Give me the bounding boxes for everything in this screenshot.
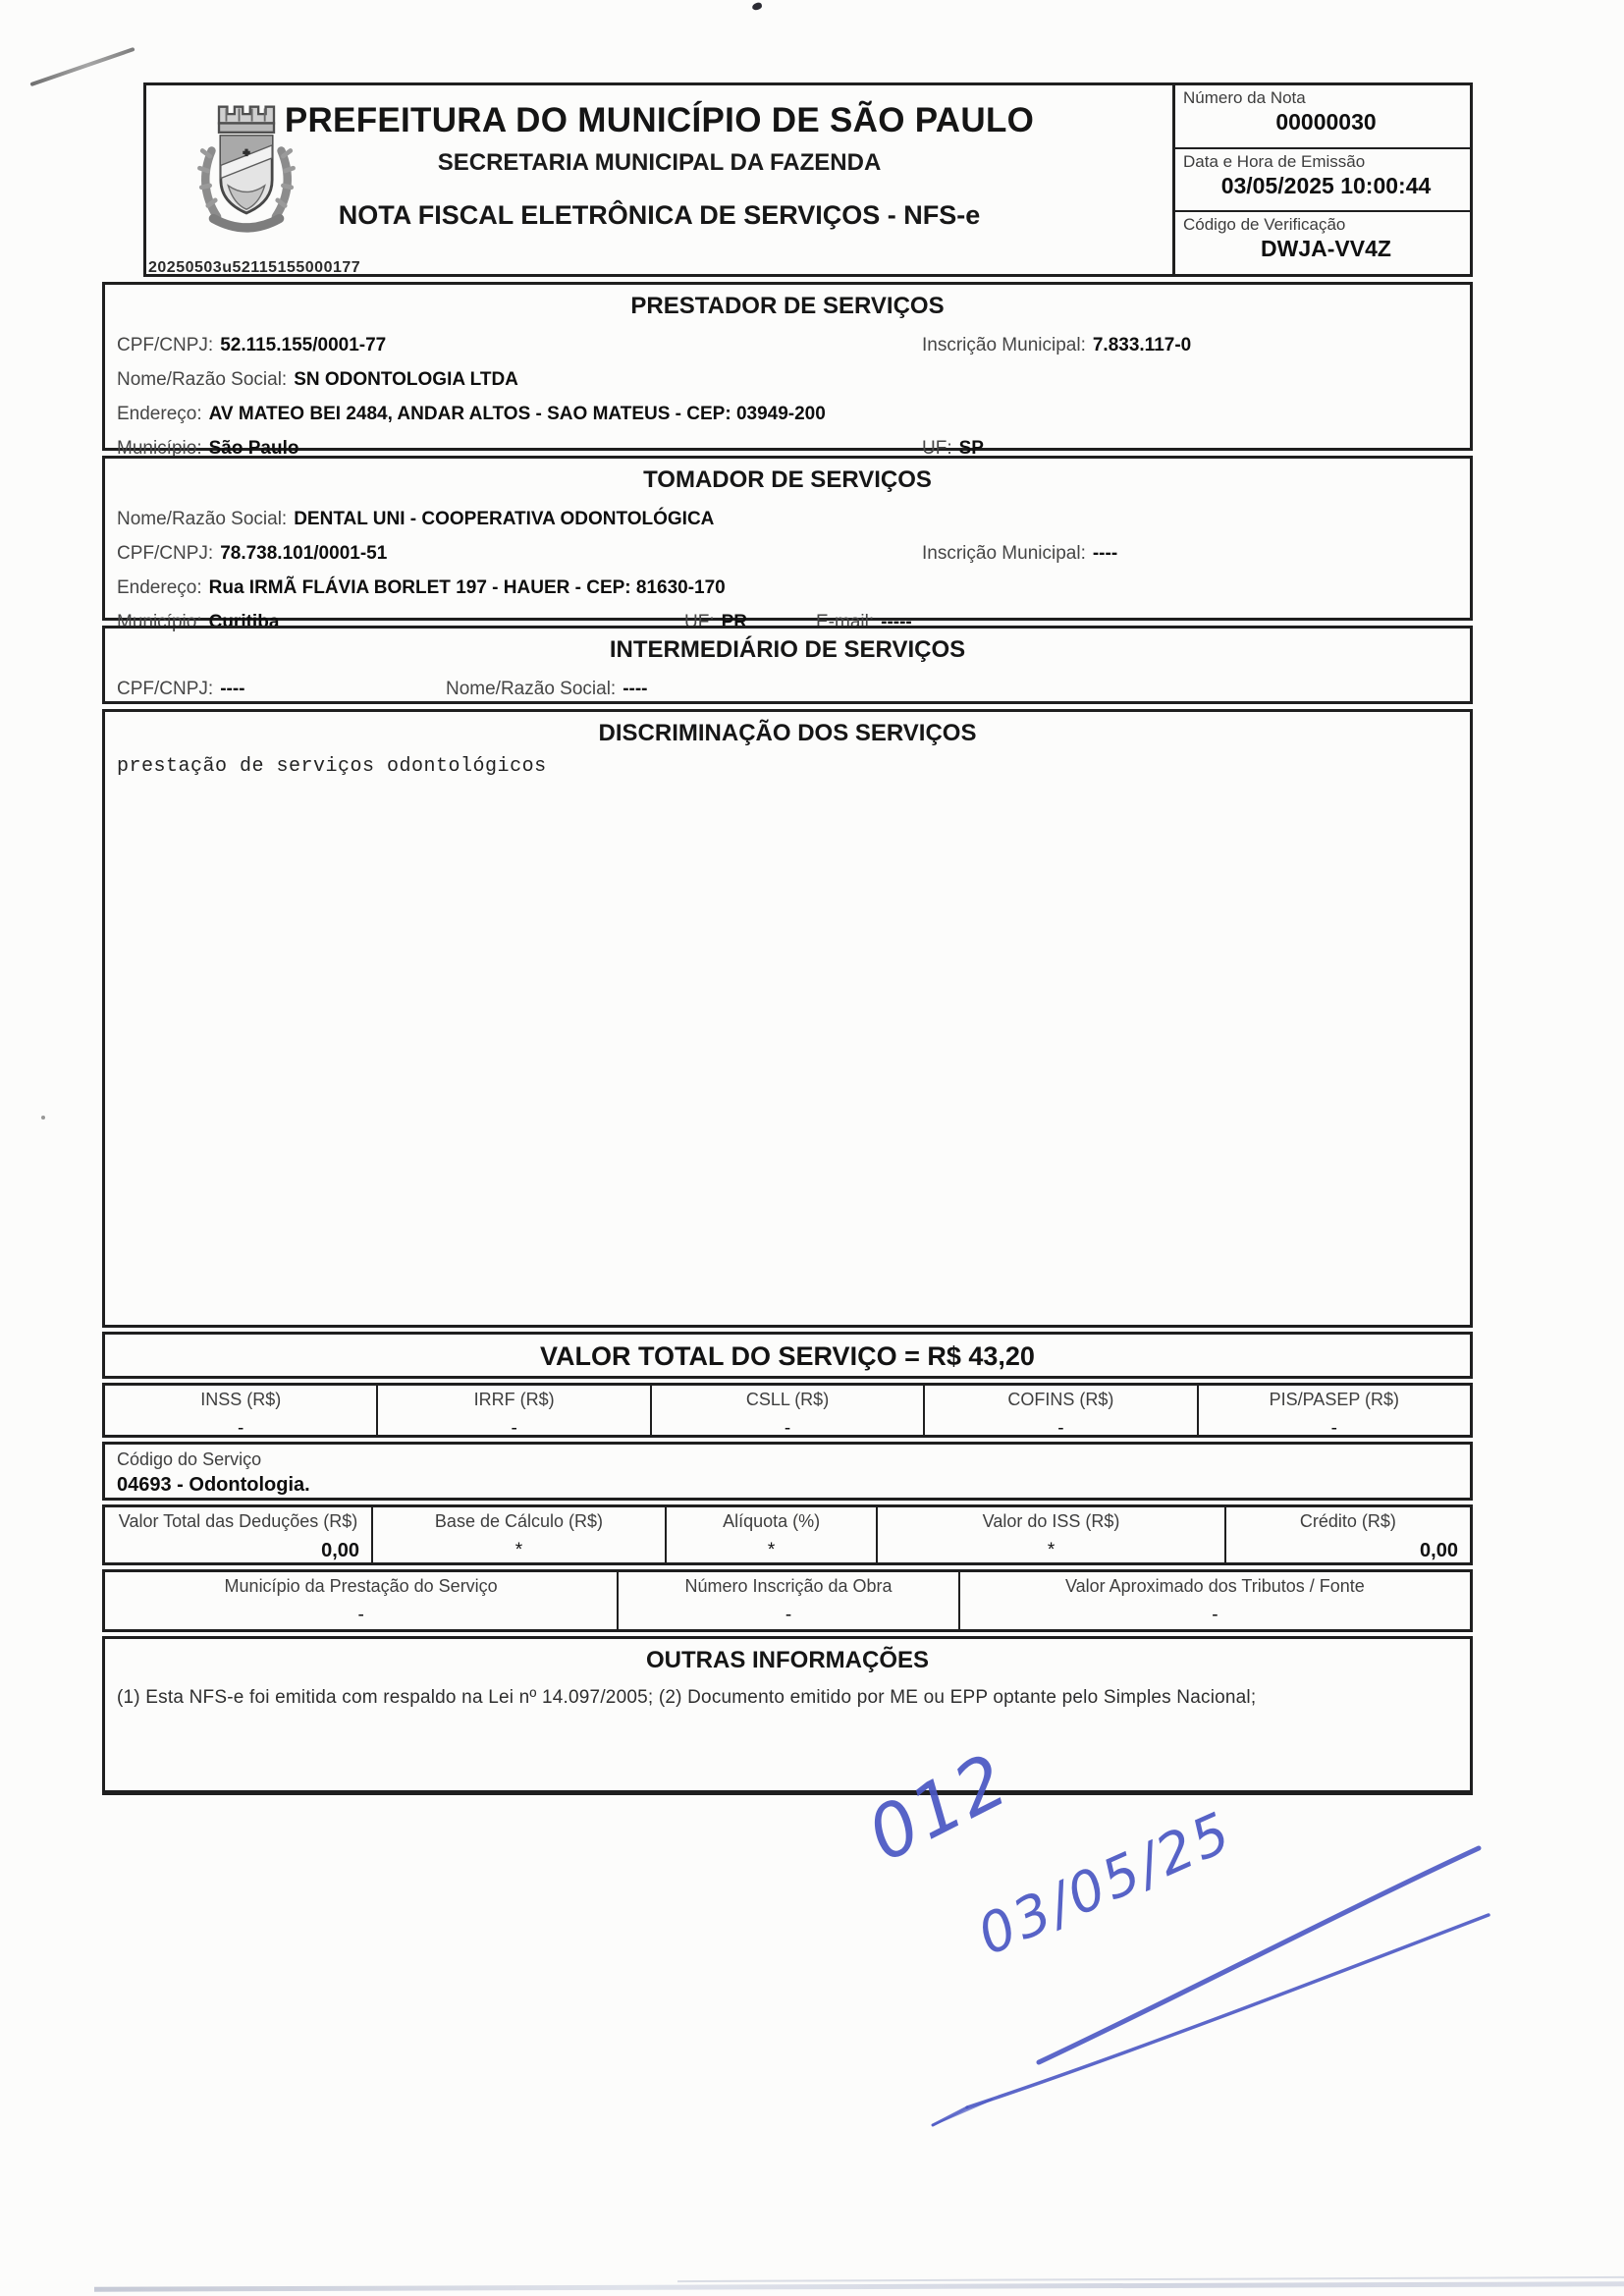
intermediario-section <box>102 626 1473 704</box>
inscricao-obra-cell <box>617 1572 958 1629</box>
secretaria-subtitle: SECRETARIA MUNICIPAL DA FAZENDA <box>437 149 882 176</box>
deducoes-label: Valor Total das Deduções (R$) <box>118 1511 358 1531</box>
valor-total-value: R$ 43,20 <box>927 1341 1035 1371</box>
imposto-cell-csll <box>650 1386 923 1439</box>
csll-value: - <box>784 1418 791 1439</box>
prestador-endereco-value: AV MATEO BEI 2484, ANDAR ALTOS - SAO MATEUS - CEP: 03949-200 <box>208 404 826 424</box>
codigo-servico-label: Código do Serviço <box>117 1449 262 1469</box>
tomador-inscricao-label: Inscrição Municipal: <box>922 543 1086 564</box>
tomador-row-razao <box>117 502 1458 536</box>
aliquota-cell <box>665 1507 876 1562</box>
valor-total-label: VALOR TOTAL DO SERVIÇO = <box>540 1341 920 1371</box>
prestador-row-razao <box>117 362 1458 397</box>
valor-total-bar <box>102 1332 1473 1379</box>
base-calculo-cell <box>371 1507 665 1562</box>
emissao-cell <box>1175 147 1470 211</box>
imposto-cell-pis <box>1197 1386 1470 1439</box>
prestador-row-endereco <box>117 397 1458 431</box>
numero-nota-label: Número da Nota <box>1183 88 1306 107</box>
credito-value: 0,00 <box>1420 1540 1458 1561</box>
calculo-table <box>102 1504 1473 1565</box>
tomador-row-endereco <box>117 571 1458 605</box>
inss-value: - <box>238 1418 244 1439</box>
prestador-inscricao-label: Inscrição Municipal: <box>922 335 1086 355</box>
verificacao-cell <box>1175 210 1470 274</box>
tomador-title: TOMADOR DE SERVIÇOS <box>643 466 932 493</box>
valor-iss-cell <box>876 1507 1223 1562</box>
intermediario-razao-label: Nome/Razão Social: <box>446 679 617 699</box>
tomador-endereco-label: Endereço: <box>117 577 202 598</box>
handwritten-note: 012 <box>854 1737 1022 1879</box>
prestador-section <box>102 282 1473 459</box>
tomador-section <box>102 456 1473 632</box>
prestador-municipio-label: Município: <box>117 438 202 459</box>
verificacao-value: DWJA-VV4Z <box>1261 236 1391 262</box>
prestador-municipio-value: São Paulo <box>208 438 299 459</box>
inscricao-obra-value: - <box>785 1605 792 1625</box>
invoice-document <box>102 82 1473 1795</box>
impostos-table <box>102 1383 1473 1438</box>
tomador-municipio-label: Município: <box>117 612 202 632</box>
tomador-cnpj-value: 78.738.101/0001-51 <box>220 543 388 564</box>
prestador-inscricao-value: 7.833.117-0 <box>1092 335 1192 355</box>
pis-pasep-label: PIS/PASEP (R$) <box>1269 1390 1400 1409</box>
aliquota-value: * <box>767 1540 776 1560</box>
inscricao-obra-label: Número Inscrição da Obra <box>684 1576 893 1596</box>
irrf-value: - <box>511 1418 517 1439</box>
imposto-cell-irrf <box>376 1386 649 1439</box>
tomador-email-label: E-mail: <box>816 612 875 632</box>
codigo-servico-value: 04693 - Odontologia. <box>117 1474 310 1496</box>
prestador-cnpj-label: CPF/CNPJ: <box>117 335 214 355</box>
scan-edge-artifact <box>94 2281 1624 2291</box>
prestador-uf-value: SP <box>958 438 984 459</box>
tomador-razao-label: Nome/Razão Social: <box>117 509 288 529</box>
tomador-cnpj-label: CPF/CNPJ: <box>117 543 214 564</box>
intermediario-razao-value: ---- <box>623 679 648 699</box>
tributos-fonte-value: - <box>1212 1605 1218 1625</box>
intermediario-title: INTERMEDIÁRIO DE SERVIÇOS <box>609 636 966 663</box>
cofins-label: COFINS (R$) <box>1007 1390 1114 1409</box>
intermediario-cnpj-label: CPF/CNPJ: <box>117 679 214 699</box>
cofins-value: - <box>1057 1418 1064 1439</box>
valor-iss-label: Valor do ISS (R$) <box>982 1511 1120 1531</box>
outras-informacoes-text: (1) Esta NFS-e foi emitida com respaldo na Lei nº 14.097/2005; (2) Documento emitido por ME ou EPP optante pelo Simples Nacional; <box>117 1687 1257 1708</box>
municipio-prestacao-value: - <box>357 1605 364 1625</box>
imposto-cell-cofins <box>923 1386 1196 1439</box>
scan-speck <box>751 2 762 11</box>
tomador-razao-value: DENTAL UNI - COOPERATIVA ODONTOLÓGICA <box>294 509 715 529</box>
scan-speck-small <box>41 1116 45 1120</box>
prestador-cnpj-value: 52.115.155/0001-77 <box>220 335 387 355</box>
tomador-row-cnpj <box>117 536 1458 571</box>
tomador-uf-value: PR <box>721 612 748 632</box>
document-title: NOTA FISCAL ELETRÔNICA DE SERVIÇOS - NFS-e <box>338 200 981 230</box>
tomador-municipio-value: Curitiba <box>208 612 280 632</box>
irrf-label: IRRF (R$) <box>473 1390 555 1409</box>
outras-informacoes-section <box>102 1636 1473 1795</box>
discriminacao-section <box>102 709 1473 1328</box>
sao-paulo-coat-of-arms-logo <box>191 93 301 248</box>
inss-label: INSS (R$) <box>200 1390 282 1409</box>
codigo-servico-box <box>102 1442 1473 1501</box>
header-box <box>143 82 1473 277</box>
prestador-row-cnpj <box>117 328 1458 362</box>
credito-cell <box>1224 1507 1470 1562</box>
discriminacao-title: DISCRIMINAÇÃO DOS SERVIÇOS <box>598 720 977 746</box>
scan-code: 20250503u52115155000177 <box>148 259 361 276</box>
emissao-label: Data e Hora de Emissão <box>1183 151 1366 171</box>
tomador-email-value: ----- <box>881 612 912 632</box>
emissao-value: 03/05/2025 10:00:44 <box>1220 172 1432 198</box>
municipio-prestacao-label: Município da Prestação do Serviço <box>224 1576 498 1596</box>
intermediario-row <box>117 672 1458 706</box>
aliquota-label: Alíquota (%) <box>723 1511 821 1531</box>
tomador-inscricao-value: ---- <box>1092 543 1118 564</box>
tomador-uf-label: UF: <box>684 612 715 632</box>
handwritten-date: 03/05/25 <box>968 1799 1242 1969</box>
tomador-endereco-value: Rua IRMÃ FLÁVIA BORLET 197 - HAUER - CEP: 81630-170 <box>208 577 726 598</box>
intermediario-cnpj-value: ---- <box>220 679 245 699</box>
prestador-razao-value: SN ODONTOLOGIA LTDA <box>294 369 518 390</box>
municipio-prestacao-cell <box>105 1572 617 1629</box>
valor-iss-value: * <box>1047 1540 1056 1560</box>
deducoes-cell <box>105 1507 371 1562</box>
outras-informacoes-title: OUTRAS INFORMAÇÕES <box>646 1647 929 1673</box>
prestador-razao-label: Nome/Razão Social: <box>117 369 288 390</box>
credito-label: Crédito (R$) <box>1299 1511 1396 1531</box>
tributos-fonte-cell <box>958 1572 1470 1629</box>
pis-pasep-value: - <box>1330 1418 1337 1439</box>
csll-label: CSLL (R$) <box>745 1390 830 1409</box>
base-calculo-label: Base de Cálculo (R$) <box>434 1511 604 1531</box>
imposto-cell-inss <box>105 1386 376 1439</box>
header-left <box>146 85 1172 274</box>
staple-mark <box>29 47 135 86</box>
numero-nota-value: 00000030 <box>1275 109 1377 135</box>
deducoes-value: 0,00 <box>321 1540 360 1561</box>
discriminacao-text: prestação de serviços odontológicos <box>117 755 547 778</box>
prestador-uf-label: UF: <box>922 438 952 459</box>
local-table <box>102 1569 1473 1632</box>
prestador-title: PRESTADOR DE SERVIÇOS <box>630 293 945 319</box>
header-right-column <box>1172 85 1470 274</box>
tributos-fonte-label: Valor Aproximado dos Tributos / Fonte <box>1064 1576 1365 1596</box>
base-calculo-value: * <box>514 1540 523 1560</box>
prestador-endereco-label: Endereço: <box>117 404 202 424</box>
verificacao-label: Código de Verificação <box>1183 215 1346 235</box>
prefeitura-title: PREFEITURA DO MUNICÍPIO DE SÃO PAULO <box>284 101 1035 139</box>
numero-nota-cell <box>1175 85 1470 147</box>
